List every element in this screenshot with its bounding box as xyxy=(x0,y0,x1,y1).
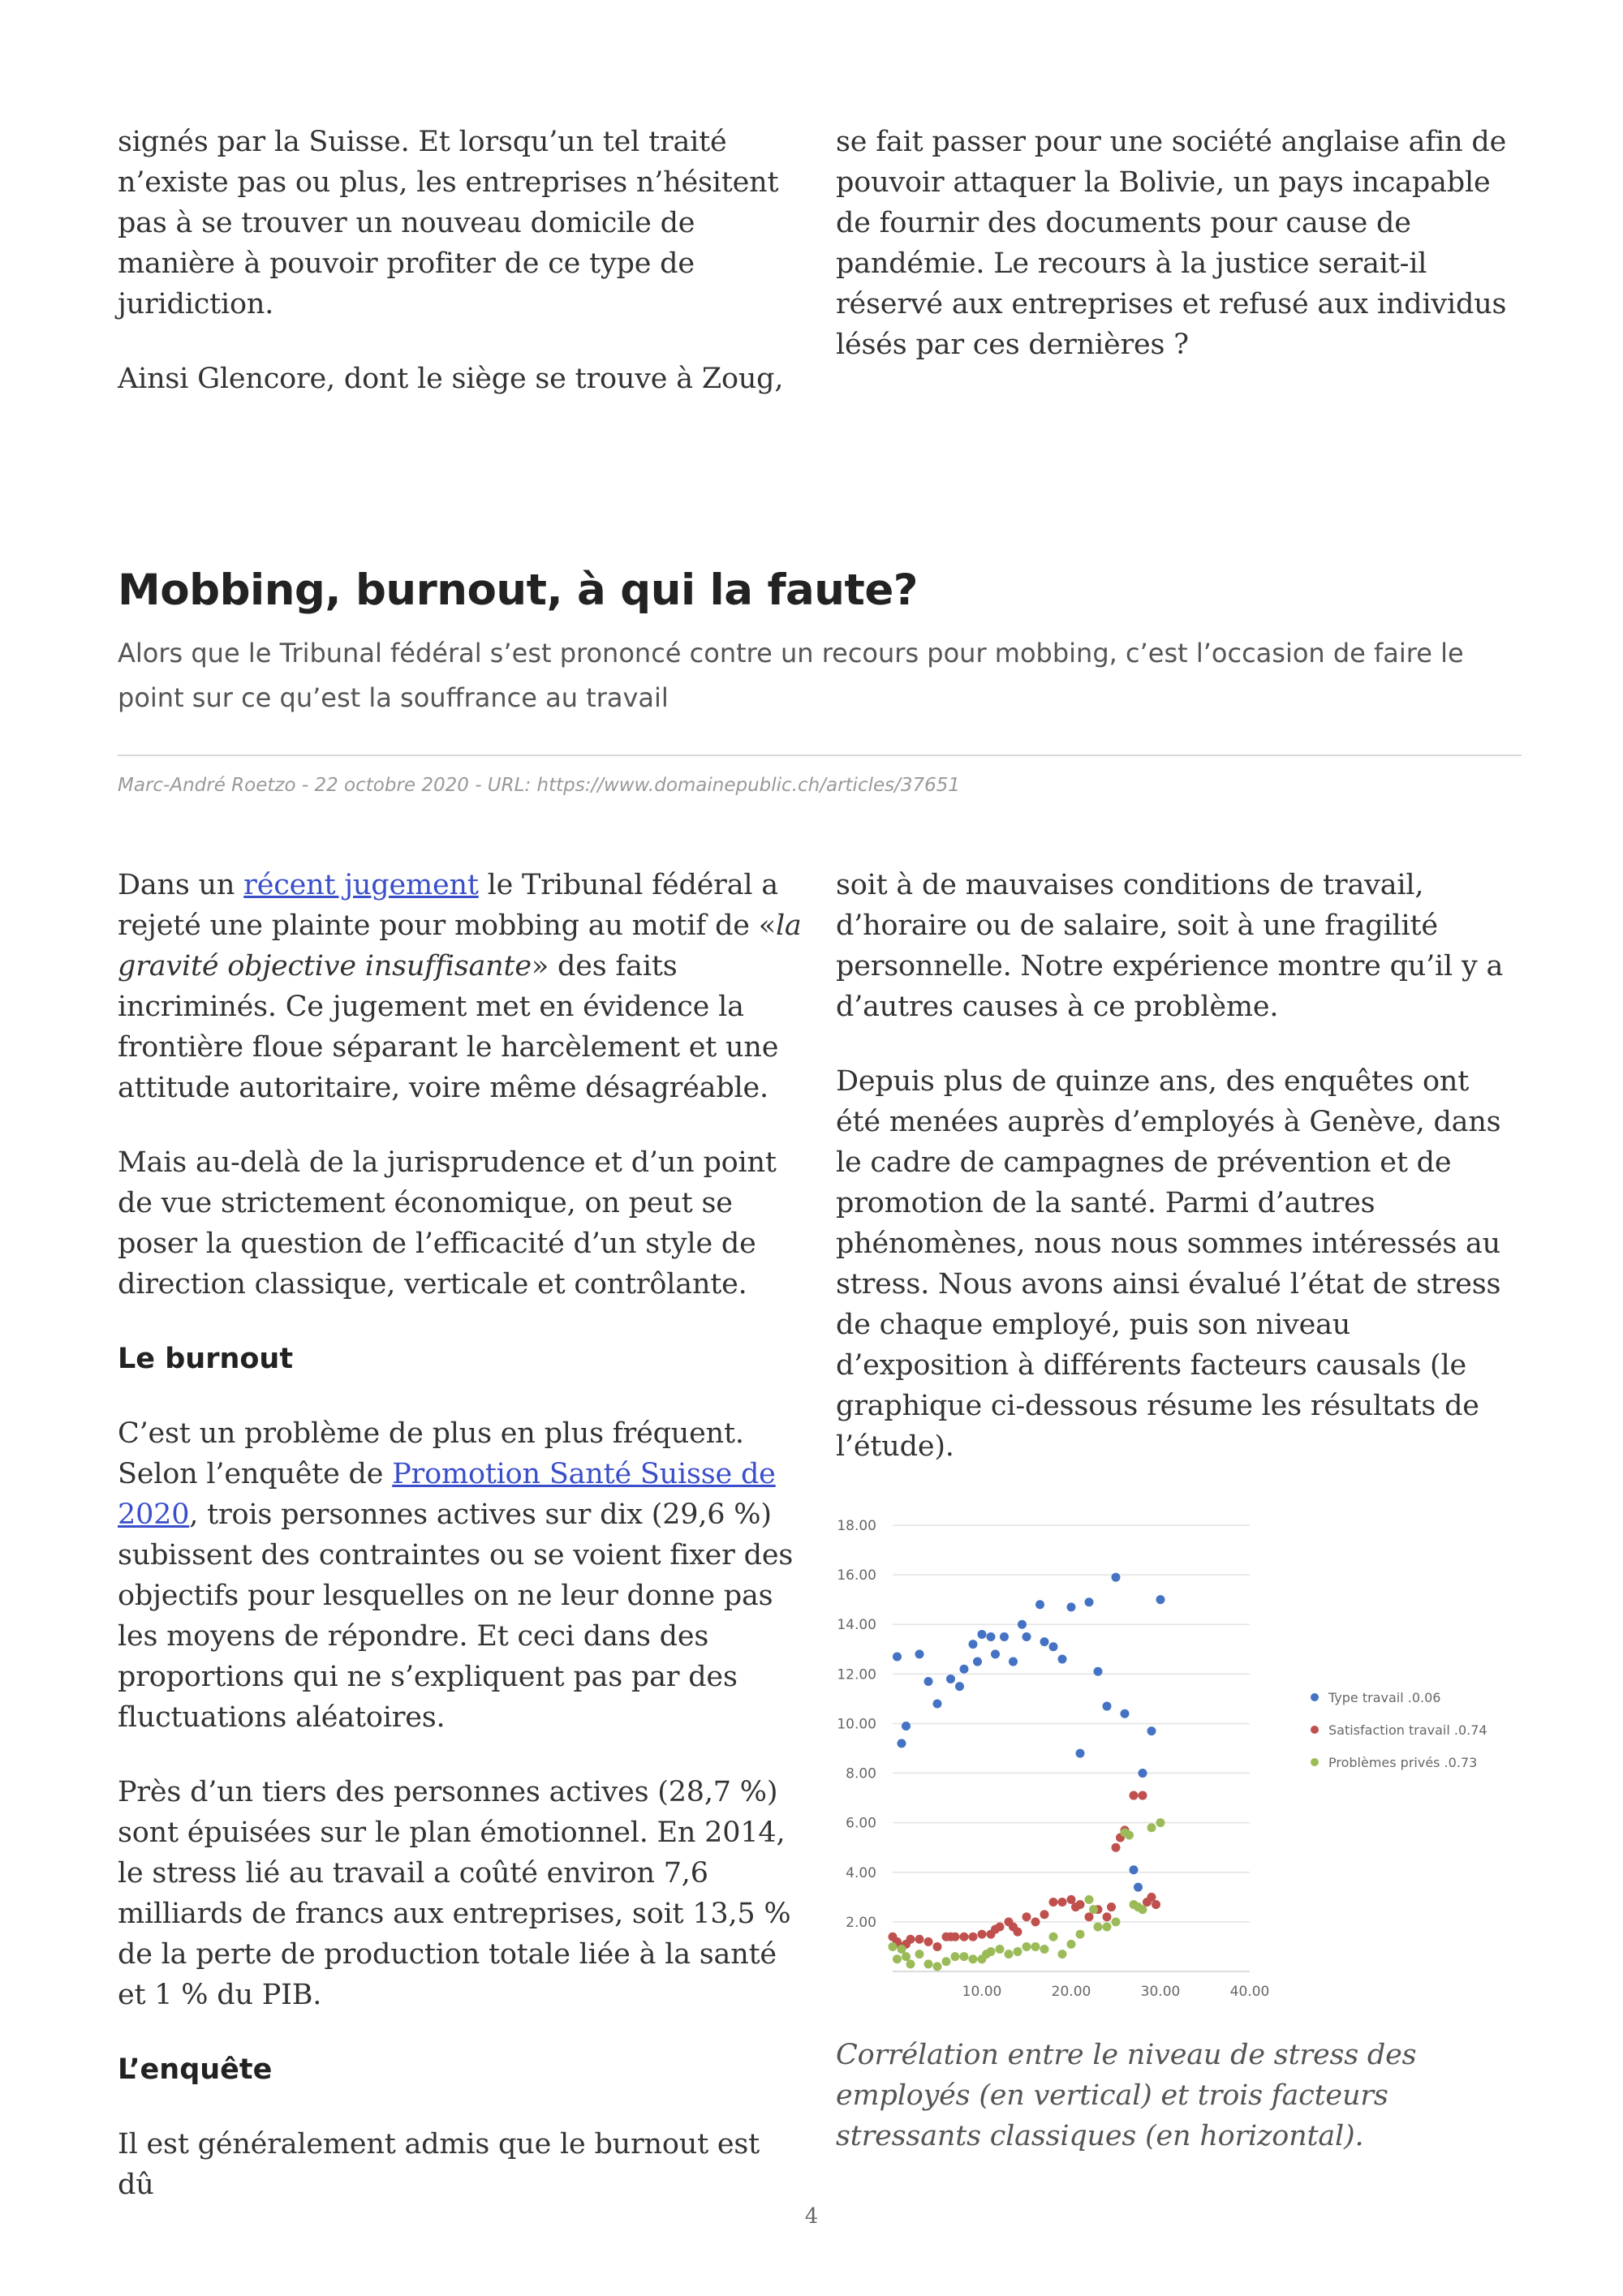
point-3 xyxy=(893,1954,902,1963)
point-2 xyxy=(969,1933,978,1941)
point-1 xyxy=(973,1658,982,1666)
paragraph: se fait passer pour une société anglaise afin de pouvoir attaquer la Bolivie, un pays incapable de fournir des documents pour cause de pandémie. Le recours à la justice serait-il réservé aux entreprises et refusé aux individus lésés par ces dernières ? xyxy=(836,126,1507,361)
point-3 xyxy=(1040,1945,1049,1954)
article-left-column xyxy=(118,865,803,2239)
point-3 xyxy=(933,1962,942,1971)
promotion-sante-link[interactable]: Promotion Santé Suisse de 2020 xyxy=(118,1458,776,1531)
point-1 xyxy=(1156,1595,1165,1604)
point-1 xyxy=(1040,1637,1049,1646)
point-3 xyxy=(1094,1923,1103,1932)
point-1 xyxy=(1035,1600,1044,1609)
point-3 xyxy=(1125,1830,1134,1839)
point-3 xyxy=(924,1959,933,1968)
y-axis-ticks xyxy=(837,1518,876,1931)
divider xyxy=(118,755,1522,756)
point-1 xyxy=(978,1630,987,1639)
y-tick-label: 8.00 xyxy=(846,1765,876,1782)
y-tick-label: 4.00 xyxy=(846,1864,876,1881)
point-1 xyxy=(1112,1573,1121,1582)
y-tick-label: 2.00 xyxy=(846,1914,876,1931)
point-3 xyxy=(915,1950,924,1958)
point-3 xyxy=(987,1947,996,1956)
paragraph-r2: Depuis plus de quinze ans, des enquêtes ont été menées auprès d’employés à Genève, dans le cadre de campagnes de prévention et de promotion de la santé. Parmi d’autres phénomènes, nous nous sommes intéressés au stress. Nous avons ainsi évalué l’état de stress de chaque employé, puis son niveau d’exposition à différents facteurs causals (le graphique ci-dessous résume les résultats de l’étude). xyxy=(836,1065,1501,1463)
point-1 xyxy=(969,1640,978,1649)
point-1 xyxy=(1076,1749,1085,1758)
paragraph-5: Il est généralement admis que le burnout est dû xyxy=(118,2128,760,2201)
point-1 xyxy=(1147,1726,1156,1735)
heading-enquete: L’enquête xyxy=(118,2053,273,2086)
x-tick-label: 10.00 xyxy=(962,1984,1002,2000)
point-2 xyxy=(960,1933,969,1941)
point-1 xyxy=(960,1665,969,1674)
point-1 xyxy=(1009,1658,1018,1666)
point-3 xyxy=(951,1952,960,1961)
point-1 xyxy=(1018,1620,1027,1629)
point-3 xyxy=(1058,1950,1067,1958)
point-2 xyxy=(951,1933,960,1941)
y-tick-label: 18.00 xyxy=(837,1518,876,1534)
paragraph: signés par la Suisse. Et lorsqu’un tel traité n’existe pas ou plus, les entreprises n’hésitent pas à se trouver un nouveau domicile de manière à pouvoir profiter de ce type de juridiction. xyxy=(118,126,779,320)
point-2 xyxy=(1139,1791,1147,1800)
point-3 xyxy=(969,1954,978,1963)
text: » des faits incriminés. Ce jugement met en évidence la frontière floue séparant le harcèlement et une attitude autoritaire, voire même désagréable. xyxy=(118,950,779,1104)
point-2 xyxy=(1067,1895,1076,1904)
point-2 xyxy=(915,1935,924,1944)
page-number: 4 xyxy=(804,2204,819,2229)
point-1 xyxy=(946,1675,955,1683)
x-axis-ticks xyxy=(962,1984,1270,2000)
point-2 xyxy=(1058,1898,1067,1907)
point-1 xyxy=(1134,1883,1143,1892)
y-tick-label: 14.00 xyxy=(837,1617,876,1634)
point-2 xyxy=(1040,1910,1049,1919)
chart-caption: Corrélation entre le niveau de stress des employés (en vertical) et trois facteurs stressants classiques (en horizontal). xyxy=(836,2039,1417,2152)
text: , trois personnes actives sur dix (29,6 %) subissent des contraintes ou se voient fixer des objectifs pour lesquelles on ne leur donne pas les moyens de répondre. Et ceci dans des proportions qui ne s’expliquent pas par des fluctuations aléatoires. xyxy=(118,1498,794,1734)
point-1 xyxy=(1058,1655,1067,1664)
text: Dans un xyxy=(118,869,244,901)
point-2 xyxy=(978,1930,987,1939)
point-3 xyxy=(902,1952,911,1961)
point-1 xyxy=(915,1649,924,1658)
x-tick-label: 20.00 xyxy=(1051,1984,1091,2000)
chart-legend xyxy=(1311,1690,1487,1770)
legend-marker xyxy=(1311,1693,1319,1701)
point-3 xyxy=(1005,1950,1014,1958)
article-lead: Alors que le Tribunal fédéral s’est prononcé contre un recours pour mobbing, c’est l’occasion de faire le point sur ce qu’est la souffrance au travail xyxy=(118,638,1464,713)
point-3 xyxy=(1031,1942,1040,1951)
chart-caption-block xyxy=(836,2035,1522,2191)
point-1 xyxy=(1130,1865,1139,1874)
heading-burnout: Le burnout xyxy=(118,1343,294,1375)
paragraph-r1: soit à de mauvaises conditions de travail, d’horaire ou de salaire, soit à une fragilité personnelle. Notre expérience montre qu’il y a d’autres causes à ce problème. xyxy=(836,869,1504,1023)
text: le Tribunal fédéral a rejeté une plainte pour mobbing au motif de « xyxy=(118,869,778,942)
point-2 xyxy=(1031,1917,1040,1926)
x-tick-label: 40.00 xyxy=(1229,1984,1270,2000)
point-1 xyxy=(991,1649,1000,1658)
point-2 xyxy=(1130,1791,1139,1800)
point-2 xyxy=(1022,1912,1031,1921)
point-1 xyxy=(1139,1769,1147,1778)
point-1 xyxy=(1103,1702,1112,1711)
point-1 xyxy=(893,1652,902,1661)
paragraph-2: Mais au-delà de la jurisprudence et d’un point de vue strictement économique, on peut se poser la question de l’efficacité d’un style de direction classique, verticale et contrôlante. xyxy=(118,1146,777,1301)
chart-points xyxy=(889,1573,1165,1971)
point-1 xyxy=(1022,1632,1031,1641)
point-1 xyxy=(1000,1632,1009,1641)
point-2 xyxy=(933,1942,942,1951)
point-3 xyxy=(1103,1923,1112,1932)
point-3 xyxy=(996,1945,1005,1954)
article-meta: Marc-André Roetzo - 22 octobre 2020 - URL: https://www.domainepublic.ch/articles/37651 xyxy=(118,775,961,796)
point-2 xyxy=(1076,1900,1085,1909)
point-1 xyxy=(924,1677,933,1686)
recent-judgment-link[interactable]: récent jugement xyxy=(243,869,479,901)
point-1 xyxy=(933,1700,942,1709)
paragraph: Ainsi Glencore, dont le siège se trouve à Zoug, xyxy=(118,363,784,395)
quote-italic: la gravité objective insuffisante xyxy=(118,909,802,982)
point-3 xyxy=(1147,1823,1156,1832)
point-1 xyxy=(902,1722,911,1731)
top-left-column xyxy=(118,122,803,433)
point-3 xyxy=(1076,1930,1085,1939)
text: C’est un problème de plus en plus fréquent. Selon l’enquête de xyxy=(118,1417,744,1490)
paragraph-3 xyxy=(118,1413,803,1738)
article-title: Mobbing, burnout, à qui la faute? xyxy=(118,565,919,615)
point-1 xyxy=(1049,1642,1058,1651)
point-2 xyxy=(1014,1928,1022,1937)
point-3 xyxy=(1067,1940,1076,1949)
point-3 xyxy=(889,1942,898,1951)
legend-label: Satisfaction travail .0.74 xyxy=(1328,1722,1487,1738)
point-3 xyxy=(1085,1895,1094,1904)
point-2 xyxy=(1085,1912,1094,1921)
point-3 xyxy=(1156,1818,1165,1827)
y-tick-label: 12.00 xyxy=(837,1666,876,1683)
paragraph-4: Près d’un tiers des personnes actives (28,7 %) sont épuisées sur le plan émotionnel. En 2014, le stress lié au travail a coûté environ 7,6 milliards de francs aux entreprises, soit 13,5 % de la perte de production totale liée à la santé et 1 % du PIB. xyxy=(118,1776,791,2011)
point-2 xyxy=(1107,1903,1116,1911)
legend-label: Problèmes privés .0.73 xyxy=(1328,1755,1478,1770)
article-right-column xyxy=(836,865,1522,1501)
point-3 xyxy=(898,1945,906,1954)
point-3 xyxy=(1139,1905,1147,1914)
paragraph-1 xyxy=(118,865,803,1108)
point-3 xyxy=(1014,1947,1022,1956)
x-tick-label: 30.00 xyxy=(1140,1984,1181,2000)
chart-grid xyxy=(893,1525,1250,1971)
point-3 xyxy=(1022,1942,1031,1951)
point-2 xyxy=(1112,1843,1121,1852)
point-1 xyxy=(1094,1667,1103,1676)
point-1 xyxy=(1085,1597,1094,1606)
scatter-chart xyxy=(836,1493,1522,2012)
legend-marker xyxy=(1311,1726,1319,1734)
point-3 xyxy=(1112,1917,1121,1926)
top-right-column xyxy=(836,122,1522,399)
point-2 xyxy=(924,1937,933,1946)
point-3 xyxy=(1049,1933,1058,1941)
point-3 xyxy=(1089,1905,1098,1914)
point-1 xyxy=(1067,1602,1076,1611)
y-tick-label: 10.00 xyxy=(837,1716,876,1733)
y-tick-label: 16.00 xyxy=(837,1567,876,1584)
point-3 xyxy=(960,1952,969,1961)
point-1 xyxy=(955,1682,964,1691)
legend-label: Type travail .0.06 xyxy=(1328,1690,1441,1705)
point-1 xyxy=(1121,1709,1130,1718)
point-3 xyxy=(942,1957,951,1966)
point-3 xyxy=(906,1959,915,1968)
point-1 xyxy=(987,1632,996,1641)
y-tick-label: 6.00 xyxy=(846,1815,876,1832)
legend-marker xyxy=(1311,1758,1319,1766)
point-2 xyxy=(1152,1900,1160,1909)
point-2 xyxy=(1103,1912,1112,1921)
point-2 xyxy=(1147,1893,1156,1902)
point-2 xyxy=(996,1923,1005,1932)
point-2 xyxy=(1049,1898,1058,1907)
point-2 xyxy=(906,1935,915,1944)
point-1 xyxy=(898,1739,906,1748)
